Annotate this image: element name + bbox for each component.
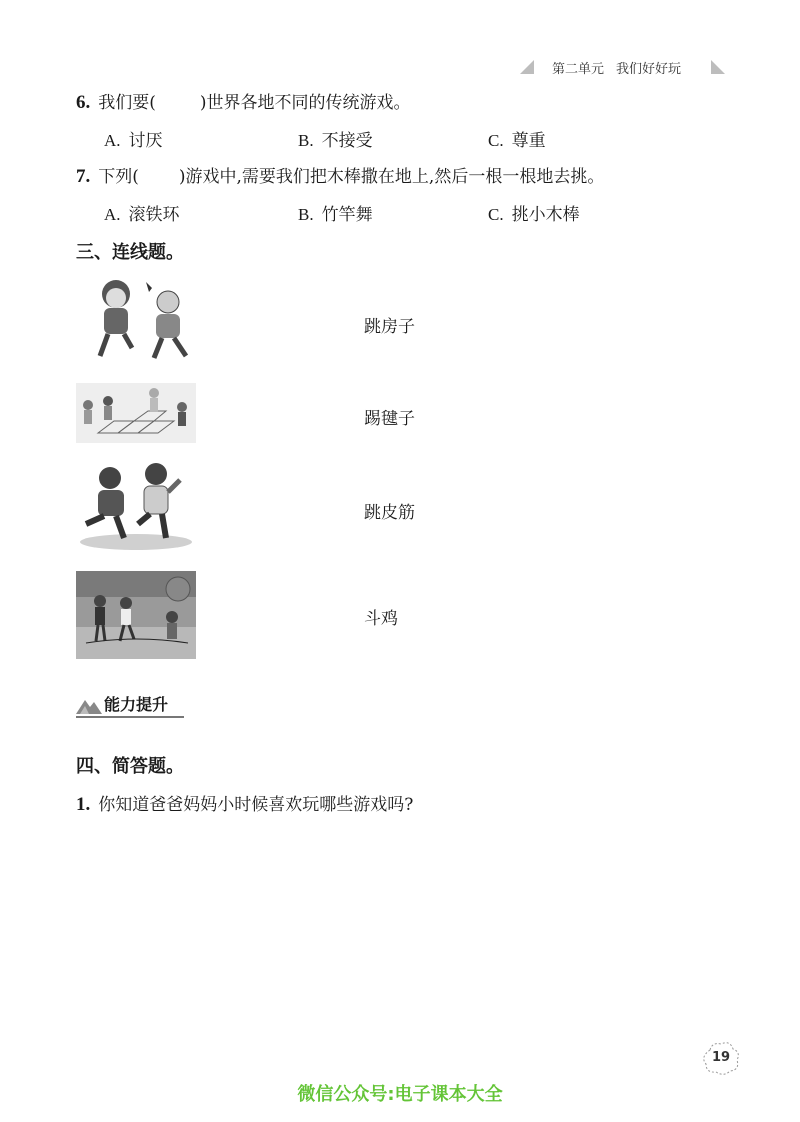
match-item[interactable]: 跳房子: [364, 317, 415, 337]
header-unit: 第二单元: [552, 62, 605, 77]
option-letter: B.: [298, 131, 314, 150]
kids-jumping-rubber-band-illustration[interactable]: [76, 571, 196, 659]
header-left-triangle-icon: [520, 60, 534, 74]
option-text: 不接受: [321, 131, 373, 151]
page-header: [520, 56, 725, 80]
header-text: [552, 58, 681, 77]
option-a[interactable]: [104, 200, 180, 225]
question-text-after: )世界各地不同的传统游戏。: [199, 93, 411, 113]
question-text-before: 我们要(: [98, 93, 156, 113]
option-text: 竹竿舞: [321, 205, 373, 225]
match-item[interactable]: 跳皮筋: [364, 503, 415, 523]
footer-watermark: 微信公众号:电子课本大全: [297, 1084, 503, 1105]
option-a[interactable]: [104, 126, 163, 151]
header-title: 我们好好玩: [616, 62, 682, 77]
option-letter: A.: [104, 205, 121, 224]
ability-underline: [76, 716, 184, 718]
option-text: 滚铁环: [128, 205, 180, 225]
option-letter: C.: [488, 131, 504, 150]
kids-hopscotch-illustration[interactable]: [76, 383, 196, 443]
option-text: 挑小木棒: [511, 205, 580, 225]
section-3-title: 三、连线题。: [76, 242, 184, 263]
question-7: [76, 162, 604, 188]
option-letter: B.: [298, 205, 314, 224]
option-c[interactable]: [488, 200, 580, 225]
question-7-options: [104, 200, 624, 224]
question-number: 6.: [76, 92, 91, 113]
option-b[interactable]: [298, 126, 373, 151]
question-text-before: 下列(: [98, 167, 139, 187]
question-number: 1.: [76, 794, 91, 815]
option-c[interactable]: [488, 126, 546, 151]
question-1: [76, 790, 413, 816]
question-6: [76, 88, 411, 114]
option-text: 尊重: [511, 131, 546, 151]
option-letter: A.: [104, 131, 121, 150]
kids-knee-fighting-illustration[interactable]: [76, 462, 196, 552]
question-6-options: [104, 126, 624, 150]
option-b[interactable]: [298, 200, 373, 225]
ability-title: 能力提升: [104, 695, 169, 714]
match-item[interactable]: 斗鸡: [364, 609, 398, 629]
page-number: 19: [711, 1050, 731, 1065]
kids-playing-shuttlecock-illustration[interactable]: [76, 276, 206, 362]
option-text: 讨厌: [128, 131, 163, 151]
option-letter: C.: [488, 205, 504, 224]
mountain-icon: [76, 696, 102, 714]
question-text: 你知道爸爸妈妈小时候喜欢玩哪些游戏吗?: [98, 795, 414, 815]
header-right-triangle-icon: [711, 60, 725, 74]
section-4-title: 四、简答题。: [76, 756, 184, 777]
match-item[interactable]: 踢毽子: [364, 409, 415, 429]
question-text-after: )游戏中,需要我们把木棒撒在地上,然后一根一根地去挑。: [178, 167, 605, 187]
question-number: 7.: [76, 166, 91, 187]
page-number-badge: [700, 1040, 742, 1076]
